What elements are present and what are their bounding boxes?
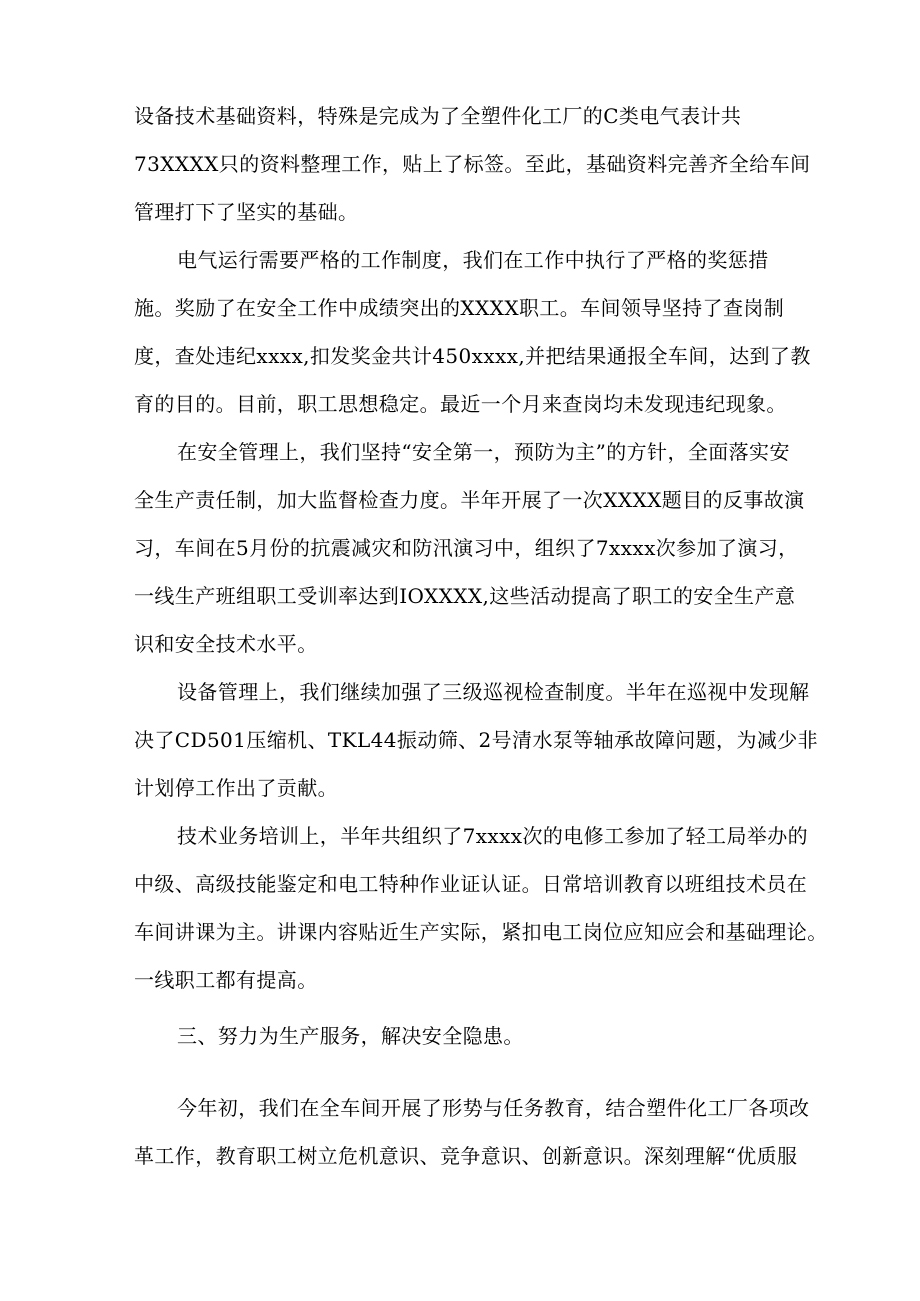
text-line-17: 中级、高级技能鉴定和电工特种作业证认证。日常培训教育以班组技术员在 xyxy=(134,872,808,896)
text-line-11: 一线生产班组职工受训率达到IOXXXX,这些活动提高了职工的安全生产意 xyxy=(134,584,796,608)
text-line-10: 习，车间在5月份的抗震减灾和防汛演习中，组织了7xxxx次参加了演习， xyxy=(134,536,799,560)
text-line-9: 全生产责任制，加大监督检查力度。半年开展了一次XXXX题目的反事故演 xyxy=(134,488,805,512)
text-line-12: 识和安全技术水平。 xyxy=(134,632,318,656)
text-line-13: 设备管理上，我们继续加强了三级巡视检查制度。半年在巡视中发现解 xyxy=(177,680,810,704)
text-line-15: 计划停工作出了贡献。 xyxy=(134,776,338,800)
text-line-19: 一线职工都有提高。 xyxy=(134,968,318,992)
text-line-2: 73XXXX只的资料整理工作，贴上了标签。至此，基础资料完善齐全给车间 xyxy=(134,152,811,176)
text-line-14: 决了CD501压缩机、TKL44振动筛、2号清水泵等轴承故障问题，为减少非 xyxy=(134,728,819,752)
text-line-18: 车间讲课为主。讲课内容贴近生产实际，紧扣电工岗位应知应会和基础理论。 xyxy=(134,920,828,944)
text-line-5: 施。奖励了在安全工作中成绩突出的XXXX职工。车间领导坚持了查岗制 xyxy=(134,296,785,320)
text-line-21: 今年初，我们在全车间开展了形势与任务教育，结合塑件化工厂各项改 xyxy=(177,1096,810,1120)
text-line-1: 设备技术基础资料，特殊是完成为了全塑件化工厂的C类电气表计共 xyxy=(134,104,742,128)
text-line-3: 管理打下了坚实的基础。 xyxy=(134,200,359,224)
text-line-4: 电气运行需要严格的工作制度，我们在工作中执行了严格的奖惩措 xyxy=(177,248,769,272)
text-line-7: 育的目的。目前，职工思想稳定。最近一个月来查岗均未发现违纪现象。 xyxy=(134,392,787,416)
text-line-22: 革工作，教育职工树立危机意识、竞争意识、创新意识。深刻理解“优质服 xyxy=(134,1144,798,1168)
text-line-16: 技术业务培训上，半年共组织了7xxxx次的电修工参加了轻工局举办的 xyxy=(177,824,809,848)
text-line-8: 在安全管理上，我们坚持“安全第一，预防为主”的方针，全面落实安 xyxy=(177,440,790,464)
section-heading: 三、努力为生产服务，解决安全隐患。 xyxy=(177,1024,524,1048)
text-line-6: 度，查处违纪xxxx,扣发奖金共计450xxxx,并把结果通报全车间，达到了教 xyxy=(134,344,811,368)
